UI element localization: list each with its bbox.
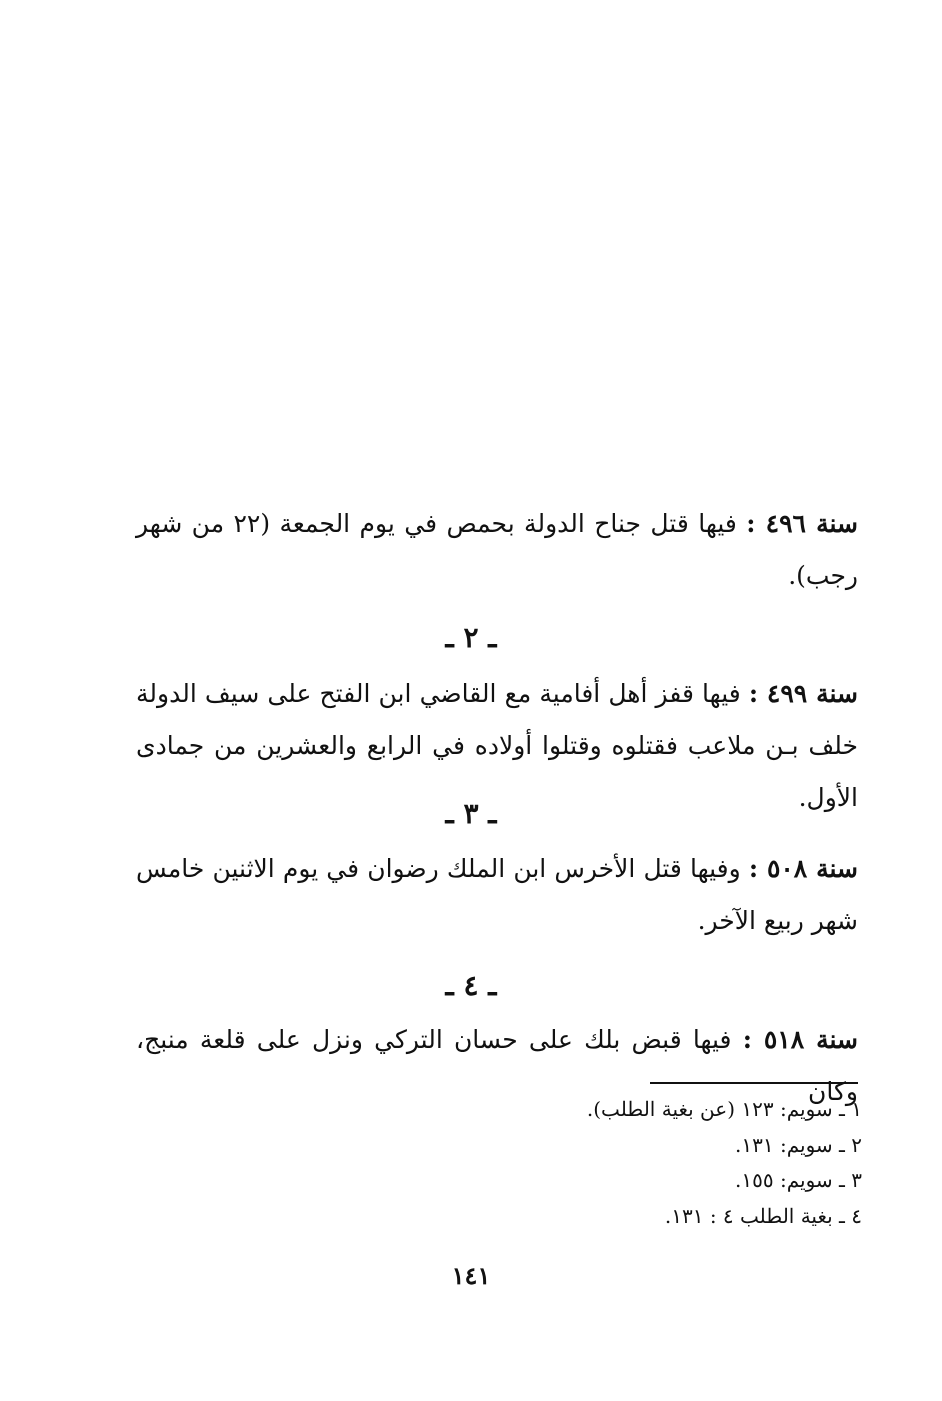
entry-year-label: سنة ٤٩٦ :	[746, 509, 858, 538]
footnote-divider	[650, 1082, 858, 1084]
section-separator-3: ـ ٣ ـ	[445, 797, 497, 830]
entry-year-label: سنة ٥١٨ :	[742, 1025, 858, 1054]
footnote-1: ١ ـ سويم: ١٢٣ (عن بغية الطلب).	[586, 1097, 862, 1121]
footnote-2: ٢ ـ سويم: ١٣١.	[735, 1132, 862, 1157]
section-separator-4: ـ ٤ ـ	[445, 969, 497, 1002]
entry-text: فيها قتل جناح الدولة بحمص في يوم الجمعة (٢٢ من شهر رجب).	[136, 509, 858, 590]
page-number: ١٤١	[451, 1261, 491, 1290]
entry-year-label: سنة ٥٠٨ :	[748, 854, 858, 883]
entry-year-496	[136, 498, 858, 602]
section-separator-2: ـ ٢ ـ	[445, 621, 497, 654]
entry-text: فيها قبض بلك على حسان التركي ونزل على قلعة منبج، وكان	[136, 1025, 858, 1106]
entry-year-label: سنة ٤٩٩ :	[748, 679, 858, 708]
footnote-3: ٣ ـ سويم: ١٥٥.	[735, 1168, 862, 1192]
entry-text: فيها قفز أهل أفامية مع القاضي ابن الفتح على سيف الدولة خلف بـن ملاعب فقتلوه وقتلوا أولاده في الرابع والعشرين من جمادى الأول.	[136, 679, 858, 812]
entry-year-508	[136, 843, 858, 947]
footnotes	[300, 1092, 862, 1234]
entry-text: وفيها قتل الأخرس ابن الملك رضوان في يوم الاثنين خامس شهر ربيع الآخر.	[136, 854, 858, 935]
footnote-4: ٤ ـ بغية الطلب ٤ : ١٣١.	[664, 1203, 862, 1228]
